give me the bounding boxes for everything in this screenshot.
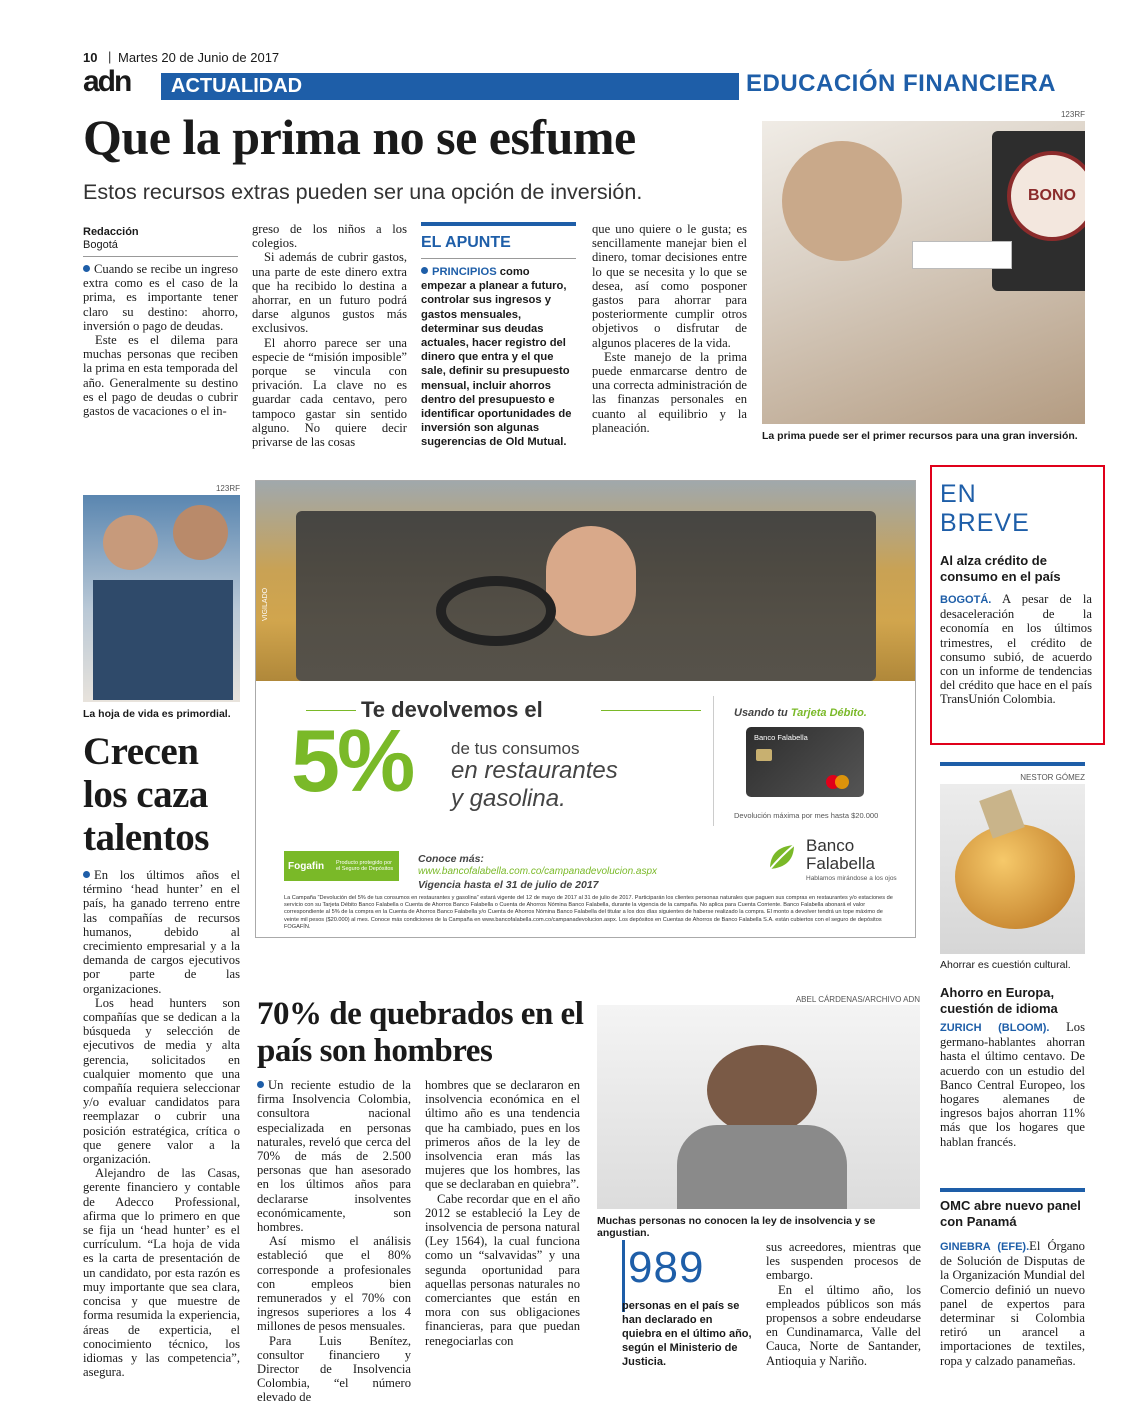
- bankrupt-photo-caption: Muchas personas no conocen la ley de insolvencia y se angustian.: [597, 1215, 876, 1239]
- ad-card-text: Usando tu Tarjeta Débito.: [734, 707, 867, 719]
- woman-driver-icon: [546, 526, 636, 636]
- shirt-icon: [677, 1125, 847, 1209]
- stat-text: personas en el país se han declarado en quiebra en el último año, según el Ministerio de Justicia.: [622, 1300, 752, 1368]
- falabella-ad[interactable]: [255, 480, 916, 938]
- main-photo: [762, 121, 1085, 424]
- talent-photo-credit: 123RF: [215, 484, 240, 493]
- apunte-box: [421, 222, 576, 450]
- en-breve-title-2: BREVE: [940, 509, 1030, 537]
- ad-headline: Te devolvemos el: [361, 697, 543, 722]
- talent-photo: [83, 495, 240, 702]
- bankrupt-col-2: hombres que se declararon en insolvencia económica en el último año es una tendencia que ha cambiado, pues en los primeros años de la ley de insolvencia eran más las mujeres que los hombres, las que se declaraban en quiebra”. Cabe recordar que en el año 2012 se estableció la Ley de insolvencia de persona natural (Ley 1564), la cual funciona como un “salvavidas” y una segunda oportunidad para aquellas personas naturales no comerciantes que están en mora con sus obligaciones financieras, para que puedan renegociarlas con: [425, 1078, 580, 1348]
- apunte-rule: [421, 222, 576, 226]
- main-col-2: greso de los niños a los colegios. Si además de cubrir gastos, una parte de este dinero extra que ha recibido lo destina a ahorrar, en un futuro podrá darse algunos gustos más exclusivos. El ahorro parece ser una especie de “misión imposible” porque se vincula con privación. La clave no es guardar cada centavo, pero tampoco gastar sin sentido alguno. No quiere decir privarse de las cosas: [252, 222, 407, 450]
- suits-icon: [93, 580, 233, 700]
- vigilado-label: VIGILADO: [262, 587, 269, 621]
- bullet-icon: [83, 265, 90, 272]
- piggy-photo: [940, 784, 1085, 954]
- apunte-title: EL APUNTE: [421, 234, 511, 251]
- card-chip-icon: [756, 749, 772, 761]
- main-headline: Que la prima no se esfume: [83, 109, 636, 165]
- falabella-leaf-icon: [766, 841, 800, 875]
- brief-3-text: GINEBRA (EFE).El Órgano de Solución de Disputas de la Organización Mundial del Comercio definió un nuevo panel de expertos para determinar si Colombia retiró un arancel a importaciones de textiles, ropa y calzado panameñas.: [940, 1239, 1085, 1368]
- en-breve-title-1: EN: [940, 480, 977, 508]
- page-date-divider: |: [108, 49, 112, 64]
- ad-conoce: Conoce más:: [418, 853, 484, 865]
- brief-rule: [940, 762, 1085, 766]
- ad-line-3: y gasolina.: [451, 785, 566, 812]
- bullet-icon: [83, 871, 90, 878]
- steering-wheel-icon: [436, 576, 556, 646]
- bullet-icon: [421, 267, 428, 274]
- ad-line-1: de tus consumos: [451, 739, 580, 758]
- ticket-icon: [912, 241, 1012, 269]
- piggy-bank-icon: [955, 824, 1075, 929]
- byline: Redacción: [83, 226, 139, 238]
- woman-figure-icon: [782, 141, 902, 261]
- talent-body: En los últimos años el término ‘head hunter’ en el país, ha ganado terreno entre las compañías de recursos humanos, debido al crecimiento empresarial y a la demanda de cargos ejecutivos por parte de las organizaciones. Los head hunters son compañías que se dedican a la búsqueda y selección de ejecutivos de media y alta gerencia, solicitados en cualquier momento que una compañía requiera seleccionar y/o evaluar candidatos para reemplazar o cubrir una posición estratégica, crítica o que genere valor a la organización. Alejandro de las Casas, gerente financiero y contable de Adecco Professional, afirma que lo primero en que se fija un ‘head hunter’ es el currículum. “La hoja de vida es la carta de presentación de un candidato, por esta razón es muy importante que sea clara, concisa y que muestre de forma resumida la experiencia, áreas de experticia, el conocimiento técnico, los idiomas y las competencia”, asegura.: [83, 868, 240, 1380]
- fogafin-badge: Fogafin Producto protegido por el Seguro de Depósitos: [284, 851, 399, 881]
- ad-line-2: en restaurantes: [451, 757, 618, 784]
- bullet-icon: [257, 1081, 264, 1088]
- page-date: Martes 20 de Junio de 2017: [118, 50, 280, 65]
- main-col-1: Cuando se recibe un ingreso extra como es el caso de la prima, es importante tener claro su destino: ahorro, inversión o pago de deudas. Este es el dilema para muchas personas que reciben la prima en esta temporada del año. Generalmente su destino es el pago de deudas o cubrir gastos de vacaciones o el in-: [83, 262, 238, 419]
- ad-photo: [256, 481, 916, 681]
- stat-number: 989: [628, 1243, 705, 1292]
- bankrupt-photo-credit: ABEL CÁRDENAS/ARCHIVO ADN: [795, 995, 920, 1004]
- brief-1-title: Al alza crédito de consumo en el país: [940, 553, 1061, 584]
- talent-photo-caption: La hoja de vida es primordial.: [83, 708, 231, 720]
- ad-brand-line-2: Falabella: [806, 854, 875, 873]
- debit-card-icon: Banco Falabella: [746, 727, 864, 797]
- bono-stamp-icon: BONO: [1007, 151, 1085, 241]
- bankrupt-headline: 70% de quebrados en el país son hombres: [257, 996, 584, 1069]
- man-figure-icon: [103, 515, 158, 570]
- apunte-text: PRINCIPIOS como empezar a planear a futuro, controlar sus ingresos y gastos mensuales, determinar sus deudas actuales, hacer registro del dinero que entra y el que sale, definir su presupuesto mensual, incluir ahorros dentro del presupuesto e identificar oportunidades de inversión son algunas sugerencias de Old Mutual.: [421, 266, 572, 449]
- main-col-4: que uno quiere o le gusta; es sencillamente manejar bien el dinero, tomar decisiones entre lo que se necesita y lo que se desea, así como posponer gastos para ahorrar para posteriormente cumplir otros objetivos o disfrutar de algunos placeres de la vida. Este manejo de la prima puede enmarcarse dentro de una correcta administración de las finanzas personales en cuanto al equilibrio y la planeación.: [592, 222, 747, 435]
- byline-rule: [83, 256, 238, 257]
- ad-vigencia: Vigencia hasta el 31 de julio de 2017: [418, 879, 599, 891]
- mastercard-icon: [835, 775, 849, 789]
- brief-2-title: Ahorro en Europa, cuestión de idioma: [940, 985, 1058, 1016]
- main-subtitle: Estos recursos extras pueden ser una opción de inversión.: [83, 180, 643, 204]
- ad-legal: La Campaña “Devolución del 5% de tus consumos en restaurantes y gasolina” estará vigente del 12 de mayo de 2017 al 31 de julio de 2017. Participarán los clientes personas naturales que paguen sus compras en restaurantes y/o estaciones de servicio con su Tarjeta Débito Banco Falabella o Cuenta de Ahorros Banco Falabella o Cuenta de Ahorros Nómina Banco Falabella, durante la vigencia de la campaña. No aplica para Cuenta Corriente. Banco Falabella abonará el valor correspondiente al 5% de la compra en la Cuenta de Ahorros Banco Falabella y/o Cuenta de Ahorros Nómina Banco Falabella del titular a los dos días siguientes de haberse realizado la compra. El monto a devolver tendrá un tope máximo de veinte mil pesos ($20.000) al mes. Conoce más condiciones de la Campaña en www.bancofalabella.com.co/campanadevolucion.aspx. Los depósitos en Cuentas de Ahorros de Banco Falabella S.A. están cubiertos con el seguro de depósitos FOGAFÍN.: [284, 895, 893, 930]
- piggy-photo-caption: Ahorrar es cuestión cultural.: [940, 959, 1071, 971]
- talent-headline: Crecen los caza talentos: [83, 730, 209, 859]
- subsection-label: EDUCACIÓN FINANCIERA: [746, 70, 1056, 97]
- man-figure-icon: [173, 505, 228, 560]
- bankrupt-col-4: sus acreedores, mientras que les suspenden procesos de embargo. En el último año, los empleados públicos son más propensos a sobre endeudarse en Cundinamarca, Valle del Cauca, Norte de Santander, Antioquia y Nariño.: [766, 1240, 921, 1368]
- ad-brand-tagline: Hablamos mirándose a los ojos: [806, 875, 897, 882]
- brief-1-text: BOGOTÁ. A pesar de la desaceleración de la economía en los últimos trimestres, el crédito de consumo subió, de acuerdo con un informe de tendencias del crédito que hace en el país TransUnión Colombia.: [940, 592, 1092, 707]
- ad-card-max: Devolución máxima por mes hasta $20.000: [734, 811, 879, 820]
- brief-3-title: OMC abre nuevo panel con Panamá: [940, 1198, 1081, 1229]
- bankrupt-photo: [597, 1005, 920, 1209]
- bankrupt-col-1: Un reciente estudio de la firma Insolvencia Colombia, consultora nacional especializada en personas naturales, reveló que cerca del 70% de más de 2.500 personas que han asesorado en los últimos años para declararse insolventes económicamente, son hombres. Así mismo el análisis estableció que el 80% corresponde a profesionales con empleos bien remunerados y el 70% con ingresos superiores a los 4 millones de pesos mensuales. Para Luis Benítez, consultor financiero y Director de Insolvencia Colombia, “el número elevado de: [257, 1078, 411, 1405]
- brief-2-text: ZURICH (BLOOM). Los germano-hablantes ahorran hasta el último centavo. De acuerdo con un estudio del Banco Central Europeo, los hogares alemanes de ingresos bajos ahorran 11% más que los hogares que hablan francés.: [940, 1020, 1085, 1149]
- ad-big-number: 5%: [291, 711, 413, 810]
- section-bar: [161, 73, 739, 100]
- ad-url[interactable]: www.bancofalabella.com.co/campanadevolucion.aspx: [418, 866, 658, 877]
- byline-location: Bogotá: [83, 239, 118, 251]
- adn-logo: adn: [83, 65, 131, 98]
- piggy-photo-credit: NESTOR GÓMEZ: [1020, 773, 1085, 782]
- page-number: 10: [83, 50, 98, 65]
- main-photo-credit: 123RF: [1060, 110, 1085, 119]
- brief-rule: [940, 1188, 1085, 1192]
- main-photo-caption: La prima puede ser el primer recursos para una gran inversión.: [762, 430, 1078, 442]
- section-label: ACTUALIDAD: [171, 75, 303, 97]
- ad-brand-line-1: Banco: [806, 836, 855, 855]
- head-in-hands-icon: [707, 1045, 817, 1135]
